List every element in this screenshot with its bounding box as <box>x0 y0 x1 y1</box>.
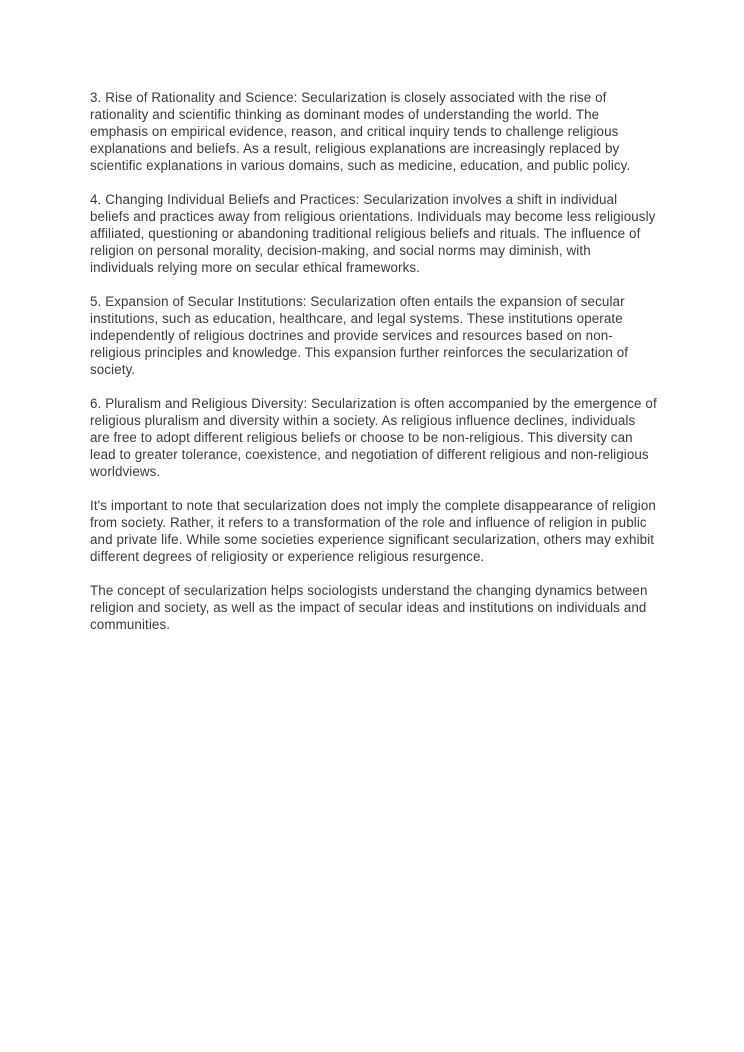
paragraph-rationality-science: 3. Rise of Rationality and Science: Secularization is closely associated with the rise of rationality and scientific thinking as dominant modes of understanding the world. The emphasis on empirical evidence, reason, and critical inquiry tends to challenge religious explanations and beliefs. As a result, religious explanations are increasingly replaced by scientific explanations in various domains, such as medicine, education, and public policy. <box>90 90 631 173</box>
text-block <box>90 89 657 650</box>
paragraph-secular-institutions: 5. Expansion of Secular Institutions: Secularization often entails the expansion of secular institutions, such as education, healthcare, and legal systems. These institutions operate independently of religious doctrines and provide services and resources based on non-religious principles and knowledge. This expansion further reinforces the secularization of society. <box>90 294 629 377</box>
paragraph-pluralism-diversity: 6. Pluralism and Religious Diversity: Secularization is often accompanied by the emergence of religious pluralism and diversity within a society. As religious influence declines, individuals are free to adopt different religious beliefs or choose to be non-religious. This diversity can lead to greater tolerance, coexistence, and negotiation of different religious and non-religious worldviews. <box>90 396 657 479</box>
paragraph-concept-summary: The concept of secularization helps sociologists understand the changing dynamics between religion and society, as well as the impact of secular ideas and institutions on individuals and communities. <box>90 583 648 632</box>
paragraph-individual-beliefs: 4. Changing Individual Beliefs and Practices: Secularization involves a shift in individual beliefs and practices away from religious orientations. Individuals may become less religiously affiliated, questioning or abandoning traditional religious beliefs and rituals. The influence of religion on personal morality, decision-making, and social norms may diminish, with individuals relying more on secular ethical frameworks. <box>90 192 656 275</box>
paragraph-important-note: It's important to note that secularization does not imply the complete disappearance of religion from society. Rather, it refers to a transformation of the role and influence of religion in public and private life. While some societies experience significant secularization, others may exhibit different degrees of religiosity or experience religious resurgence. <box>90 498 656 564</box>
